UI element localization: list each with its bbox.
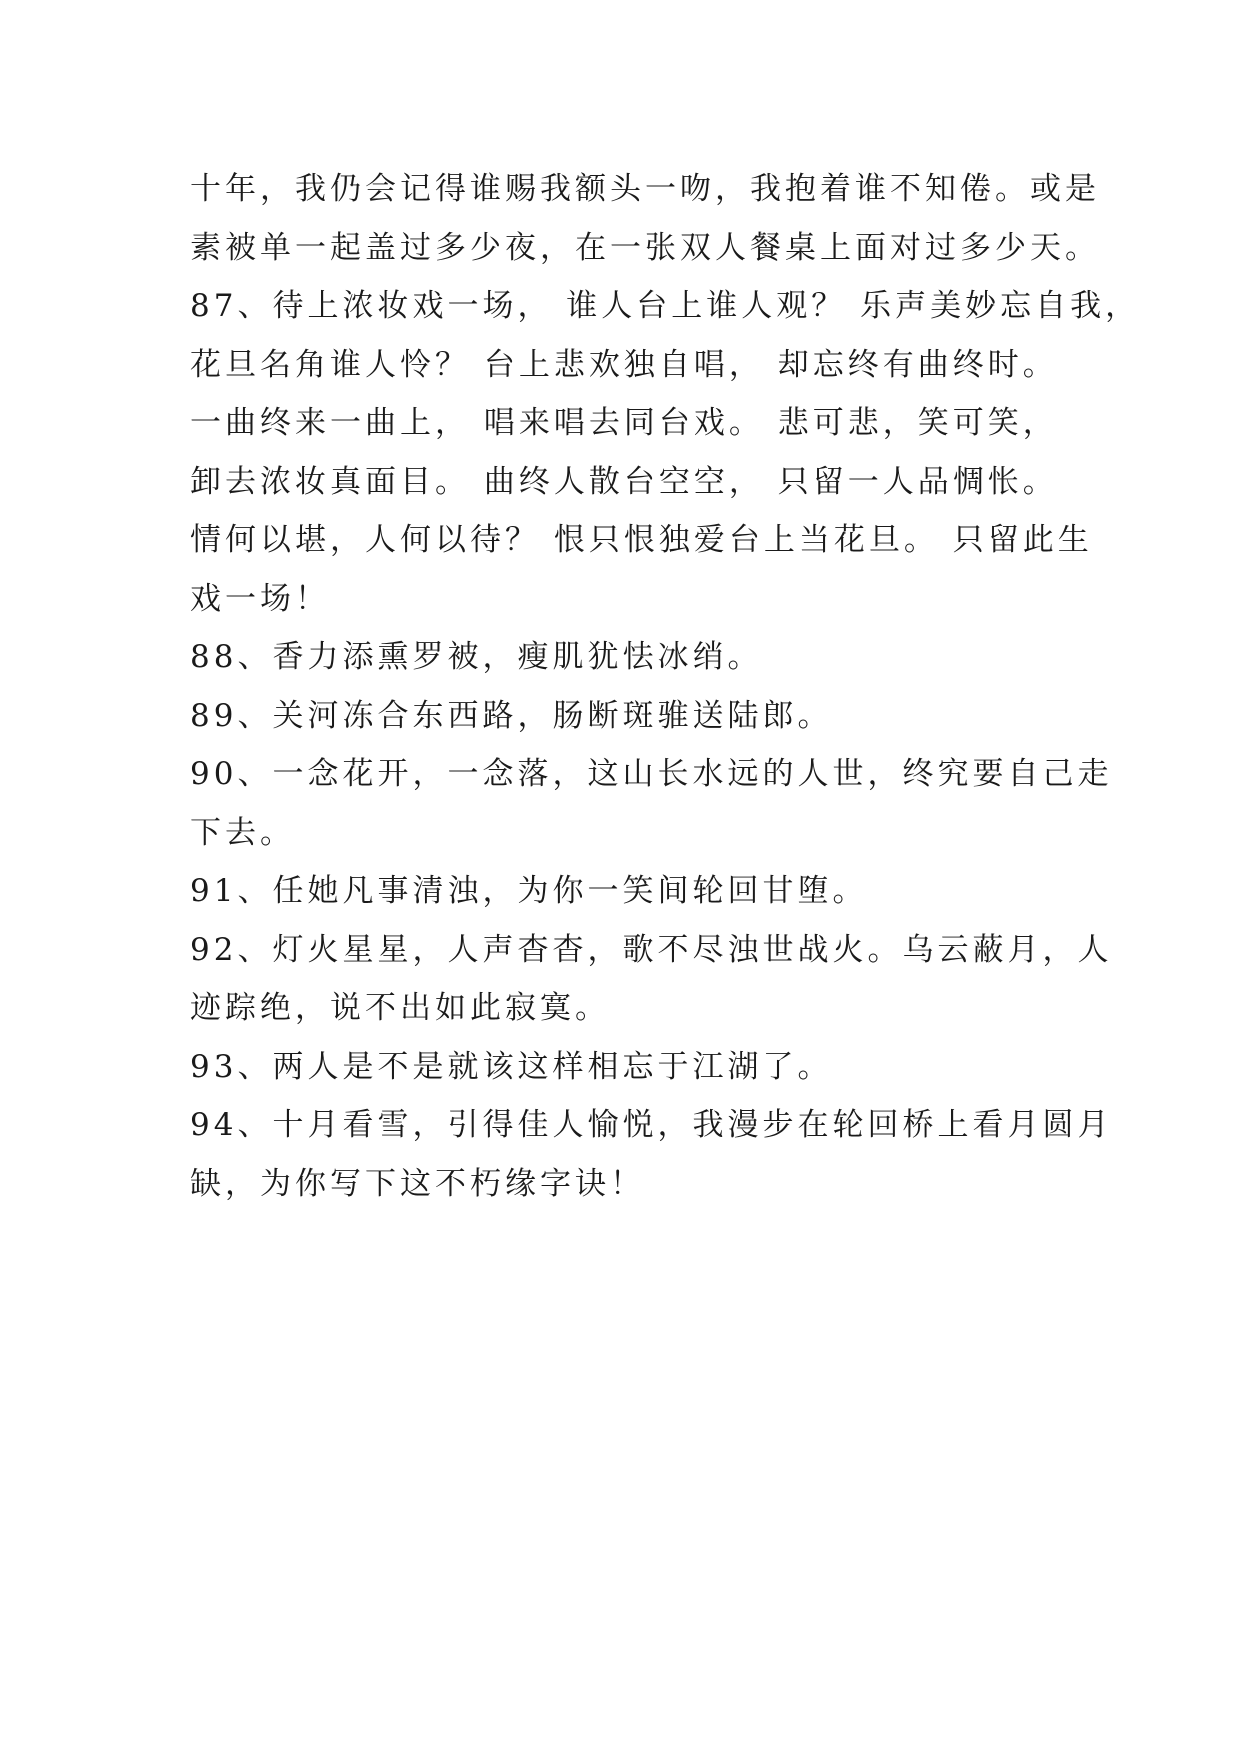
- text-line: 迹踪绝，说不出如此寂寞。: [190, 990, 610, 1026]
- text-line: 88、香力添熏罗被，瘦肌犹怯冰绡。: [190, 639, 763, 675]
- text-line: 一曲终来一曲上， 唱来唱去同台戏。 悲可悲，笑可笑，: [190, 405, 1058, 441]
- text-line: 94、十月看雪，引得佳人愉悦，我漫步在轮回桥上看月圆月: [190, 1107, 1113, 1143]
- text-line: 缺，为你写下这不朽缘字诀！: [190, 1165, 645, 1202]
- text-line: 92、灯火星星，人声杳杳，歌不尽浊世战火。乌云蔽月，人: [190, 931, 1113, 968]
- text-line: 下去。: [190, 814, 295, 851]
- text-line: 87、待上浓妆戏一场， 谁人台上谁人观？ 乐声美妙忘自我，: [190, 288, 1141, 324]
- document-body: [190, 160, 1141, 1213]
- text-line: 91、任她凡事清浊，为你一笑间轮回甘堕。: [190, 873, 868, 909]
- text-line: 90、一念花开，一念落，这山长水远的人世，终究要自己走: [190, 756, 1113, 792]
- text-line: 花旦名角谁人怜？ 台上悲欢独自唱， 却忘终有曲终时。: [190, 346, 1058, 383]
- text-line: 素被单一起盖过多少夜，在一张双人餐桌上面对过多少天。: [190, 229, 1100, 266]
- text-line: 89、关河冻合东西路，肠断斑骓送陆郎。: [190, 697, 833, 734]
- text-line: 93、两人是不是就该这样相忘于江湖了。: [190, 1048, 833, 1085]
- text-line: 情何以堪，人何以待？ 恨只恨独爱台上当花旦。 只留此生: [190, 522, 1093, 558]
- text-line: 戏一场！: [190, 580, 330, 617]
- text-line: 十年，我仍会记得谁赐我额头一吻，我抱着谁不知倦。或是: [190, 171, 1100, 207]
- text-line: 卸去浓妆真面目。 曲终人散台空空， 只留一人品惆怅。: [190, 463, 1058, 500]
